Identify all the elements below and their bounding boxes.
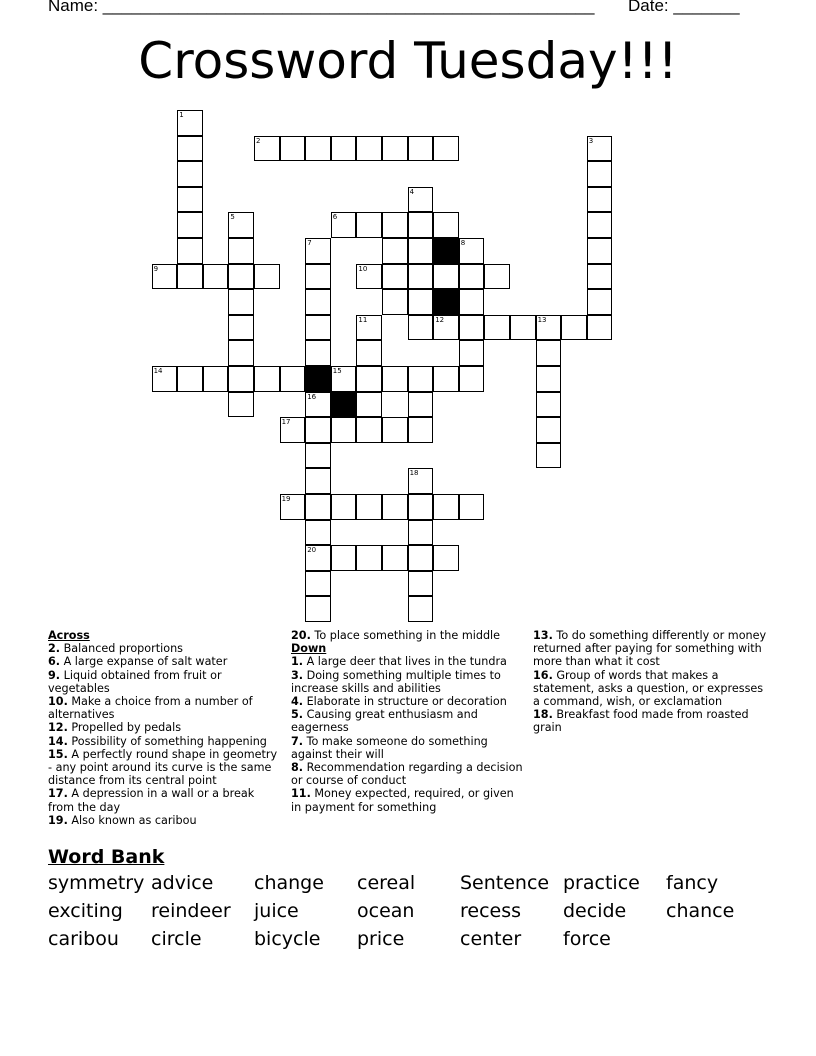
clue <box>48 642 280 655</box>
clues-column-1 <box>48 629 280 827</box>
clue-number: 2 <box>256 136 261 145</box>
grid-cell[interactable] <box>536 340 562 366</box>
word-bank-word: price <box>357 928 405 950</box>
grid-cell[interactable] <box>254 366 280 392</box>
grid-cell[interactable] <box>228 340 254 366</box>
clue <box>291 669 523 695</box>
clue-number: 11 <box>358 315 368 324</box>
grid-cell[interactable] <box>459 340 485 366</box>
grid-cell[interactable] <box>408 264 434 290</box>
clue-text: Liquid obtained from fruit or vegetables <box>48 668 222 695</box>
grid-cell[interactable] <box>433 366 459 392</box>
grid-cell[interactable] <box>536 392 562 418</box>
word-bank-word: symmetry <box>48 872 145 894</box>
grid-cell[interactable] <box>408 238 434 264</box>
grid-cell[interactable] <box>433 264 459 290</box>
grid-cell[interactable] <box>587 238 613 264</box>
grid-cell[interactable] <box>408 366 434 392</box>
clue-num: 2. <box>48 642 61 656</box>
clue-num: 9. <box>48 668 61 682</box>
clue-num: 12. <box>48 721 68 735</box>
word-bank-word: practice <box>563 872 640 894</box>
clue-num: 18. <box>533 708 553 722</box>
clue-num: 16. <box>533 668 553 682</box>
grid-cell[interactable] <box>331 494 357 520</box>
clue-number: 7 <box>307 239 312 247</box>
clue-number: 9 <box>153 264 159 273</box>
clue-text: Recommendation regarding a decision or course of conduct <box>291 761 523 788</box>
grid-cell[interactable] <box>305 315 331 341</box>
clue-text: Doing something multiple times to increase skills and abilities <box>291 668 501 695</box>
grid-cell[interactable] <box>228 289 254 315</box>
grid-cell[interactable] <box>408 520 434 546</box>
grid-cell[interactable] <box>382 289 408 315</box>
grid-black-cell <box>305 366 331 392</box>
grid-cell[interactable] <box>459 494 485 520</box>
clue <box>533 669 769 709</box>
clue-text: Group of words that makes a statement, asks a question, or expresses a command, wish, or exclamation <box>533 668 764 709</box>
clue-number: 8 <box>460 239 466 247</box>
word-bank-word: juice <box>254 900 299 922</box>
clue-num: 8. <box>291 761 304 775</box>
grid-cell[interactable] <box>305 494 331 520</box>
clue <box>48 695 280 721</box>
clue-number: 3 <box>588 136 594 145</box>
grid-cell[interactable] <box>587 315 613 341</box>
grid-cell[interactable] <box>356 340 382 366</box>
word-bank-word: ocean <box>357 900 415 922</box>
grid-cell[interactable] <box>177 136 203 162</box>
grid-cell[interactable] <box>228 238 254 264</box>
clue-num: 6. <box>48 655 61 669</box>
grid-cell[interactable] <box>484 315 510 341</box>
clue-number: 15 <box>332 367 342 375</box>
clue-number: 20 <box>307 546 317 555</box>
clue-text: Causing great enthusiasm and eagerness <box>291 708 478 735</box>
grid-cell[interactable] <box>254 264 280 290</box>
word-bank-word: decide <box>563 900 627 922</box>
grid-cell[interactable] <box>280 366 306 392</box>
grid-cell[interactable] <box>331 136 357 162</box>
clue-text: Possibility of something happening <box>67 734 267 748</box>
grid-cell[interactable] <box>228 366 254 392</box>
clue-num: 10. <box>48 695 68 709</box>
grid-cell[interactable] <box>536 443 562 469</box>
grid-cell[interactable] <box>587 161 613 187</box>
clue-text: To place something in the middle <box>310 629 501 642</box>
clues-column-2 <box>291 629 523 814</box>
grid-cell[interactable] <box>177 264 203 290</box>
grid-cell[interactable] <box>510 315 536 341</box>
grid-cell[interactable] <box>305 468 331 494</box>
clue-text: A large deer that lives in the tundra <box>303 655 507 669</box>
grid-cell[interactable] <box>331 545 357 571</box>
clue <box>291 708 523 734</box>
clue <box>533 629 769 669</box>
clue-number: 17 <box>281 418 291 427</box>
grid-cell[interactable] <box>561 315 587 341</box>
grid-cell[interactable] <box>356 392 382 418</box>
word-bank-word: fancy <box>666 872 719 894</box>
clue <box>48 814 280 827</box>
grid-black-cell <box>433 238 459 264</box>
down-heading: Down <box>291 642 327 656</box>
clue-text: Also known as caribou <box>67 813 197 827</box>
grid-cell[interactable] <box>305 289 331 315</box>
clue-num: 1. <box>291 655 304 669</box>
clue-number: 12 <box>435 315 445 324</box>
clue-text: A perfectly round shape in geometry - any point around its curve is the same distance from its central point <box>48 747 278 788</box>
clue-text: To do something differently or money returned after paying for something with more than what it cost <box>533 629 767 669</box>
word-bank-word: change <box>254 872 324 894</box>
word-bank-word: cereal <box>357 872 416 894</box>
grid-cell[interactable] <box>408 545 434 571</box>
grid-cell[interactable] <box>587 212 613 238</box>
grid-cell[interactable] <box>305 264 331 290</box>
name-line: Name: ____________________________________________________ <box>48 0 595 15</box>
clue <box>48 735 280 748</box>
clue <box>291 787 523 813</box>
clue-num: 7. <box>291 734 304 748</box>
grid-cell[interactable] <box>305 417 331 443</box>
clue-text: Balanced proportions <box>60 642 183 656</box>
clue-number: 14 <box>153 367 163 375</box>
word-bank-word: circle <box>151 928 202 950</box>
grid-cell[interactable] <box>382 366 408 392</box>
clue-text: Make a choice from a number of alternatives <box>48 695 253 722</box>
grid-cell[interactable] <box>459 264 485 290</box>
grid-cell[interactable] <box>382 212 408 238</box>
grid-cell[interactable] <box>228 264 254 290</box>
word-bank-word: center <box>460 928 522 950</box>
grid-cell[interactable] <box>408 494 434 520</box>
grid-cell[interactable] <box>305 136 331 162</box>
grid-cell[interactable] <box>305 340 331 366</box>
grid-cell[interactable] <box>587 264 613 290</box>
clue <box>291 735 523 761</box>
word-bank-word: caribou <box>48 928 119 950</box>
grid-cell[interactable] <box>382 264 408 290</box>
grid-cell[interactable] <box>408 289 434 315</box>
date-line: Date: _______ <box>628 0 740 15</box>
clue <box>48 787 280 813</box>
grid-cell[interactable] <box>408 136 434 162</box>
clue-num: 14. <box>48 734 68 748</box>
grid-cell[interactable] <box>356 494 382 520</box>
clue-text: A large expanse of salt water <box>60 655 228 669</box>
word-bank-word: reindeer <box>151 900 231 922</box>
grid-cell[interactable] <box>433 545 459 571</box>
clue-num: 20. <box>291 629 311 642</box>
grid-cell[interactable] <box>408 392 434 418</box>
clue <box>291 695 523 708</box>
clue <box>533 708 769 734</box>
grid-cell[interactable] <box>177 161 203 187</box>
grid-cell[interactable] <box>305 520 331 546</box>
grid-cell[interactable] <box>177 238 203 264</box>
clue-number: 1 <box>179 111 184 119</box>
grid-cell[interactable] <box>356 366 382 392</box>
word-bank-word: bicycle <box>254 928 321 950</box>
grid-cell[interactable] <box>382 417 408 443</box>
clue <box>48 748 280 788</box>
grid-cell[interactable] <box>305 596 331 622</box>
across-heading: Across <box>48 629 90 642</box>
grid-cell[interactable] <box>356 417 382 443</box>
grid-cell[interactable] <box>177 187 203 213</box>
grid-cell[interactable] <box>356 545 382 571</box>
grid-cell[interactable] <box>408 571 434 597</box>
clue <box>48 669 280 695</box>
grid-black-cell <box>433 289 459 315</box>
grid-cell[interactable] <box>177 212 203 238</box>
grid-cell[interactable] <box>459 289 485 315</box>
grid-cell[interactable] <box>433 494 459 520</box>
word-bank-title: Word Bank <box>48 846 165 868</box>
grid-cell[interactable] <box>203 264 229 290</box>
grid-cell[interactable] <box>408 596 434 622</box>
clue-number: 16 <box>307 392 317 401</box>
grid-cell[interactable] <box>382 238 408 264</box>
word-bank-word: force <box>563 928 611 950</box>
clues-column-3 <box>533 629 769 735</box>
clue <box>291 761 523 787</box>
grid-cell[interactable] <box>382 136 408 162</box>
clue <box>291 655 523 668</box>
clue-num: 3. <box>291 668 304 682</box>
clue <box>291 629 523 642</box>
clue-text: Money expected, required, or given in payment for something <box>291 787 514 814</box>
clue-text: Elaborate in structure or decoration <box>303 695 507 709</box>
grid-cell[interactable] <box>587 289 613 315</box>
clue <box>48 655 280 668</box>
grid-cell[interactable] <box>228 392 254 418</box>
grid-cell[interactable] <box>305 443 331 469</box>
clue-num: 4. <box>291 695 304 709</box>
word-bank-word: Sentence <box>460 872 550 894</box>
grid-cell[interactable] <box>484 264 510 290</box>
clue-number: 5 <box>230 213 235 222</box>
grid-cell[interactable] <box>536 417 562 443</box>
clue <box>48 721 280 734</box>
grid-cell[interactable] <box>356 136 382 162</box>
clue-num: 19. <box>48 813 68 827</box>
clue-number: 19 <box>281 495 291 503</box>
grid-cell[interactable] <box>356 212 382 238</box>
clue-number: 10 <box>358 264 368 273</box>
clue-text: A depression in a wall or a break from the day <box>48 787 255 814</box>
word-bank-word: exciting <box>48 900 123 922</box>
grid-cell[interactable] <box>305 571 331 597</box>
grid-cell[interactable] <box>536 366 562 392</box>
clue-num: 11. <box>291 787 311 801</box>
grid-cell[interactable] <box>331 417 357 443</box>
clue-text: To make someone do something against their will <box>291 734 488 761</box>
clue-number: 6 <box>332 213 338 222</box>
grid-cell[interactable] <box>433 212 459 238</box>
grid-cell[interactable] <box>382 545 408 571</box>
grid-cell[interactable] <box>203 366 229 392</box>
grid-cell[interactable] <box>587 187 613 213</box>
grid-cell[interactable] <box>382 494 408 520</box>
clue-num: 15. <box>48 747 68 761</box>
grid-cell[interactable] <box>459 315 485 341</box>
clue-number: 13 <box>537 315 547 324</box>
grid-cell[interactable] <box>459 366 485 392</box>
clue-text: Propelled by pedals <box>67 721 182 735</box>
word-bank-word: advice <box>151 872 214 894</box>
grid-cell[interactable] <box>280 136 306 162</box>
word-bank-word: recess <box>460 900 522 922</box>
page-title: Crossword Tuesday!!! <box>138 32 678 90</box>
grid-cell[interactable] <box>408 315 434 341</box>
clue-number: 4 <box>409 187 415 196</box>
clue-num: 13. <box>533 629 553 642</box>
clue-num: 17. <box>48 787 68 801</box>
grid-cell[interactable] <box>408 417 434 443</box>
clue-text: Breakfast food made from roasted grain <box>533 708 749 735</box>
clue-num: 5. <box>291 708 304 722</box>
grid-black-cell <box>331 392 357 418</box>
word-bank-word: chance <box>666 900 735 922</box>
grid-cell[interactable] <box>433 136 459 162</box>
grid-cell[interactable] <box>408 212 434 238</box>
grid-cell[interactable] <box>228 315 254 341</box>
grid-cell[interactable] <box>177 366 203 392</box>
clue-number: 18 <box>409 469 419 478</box>
